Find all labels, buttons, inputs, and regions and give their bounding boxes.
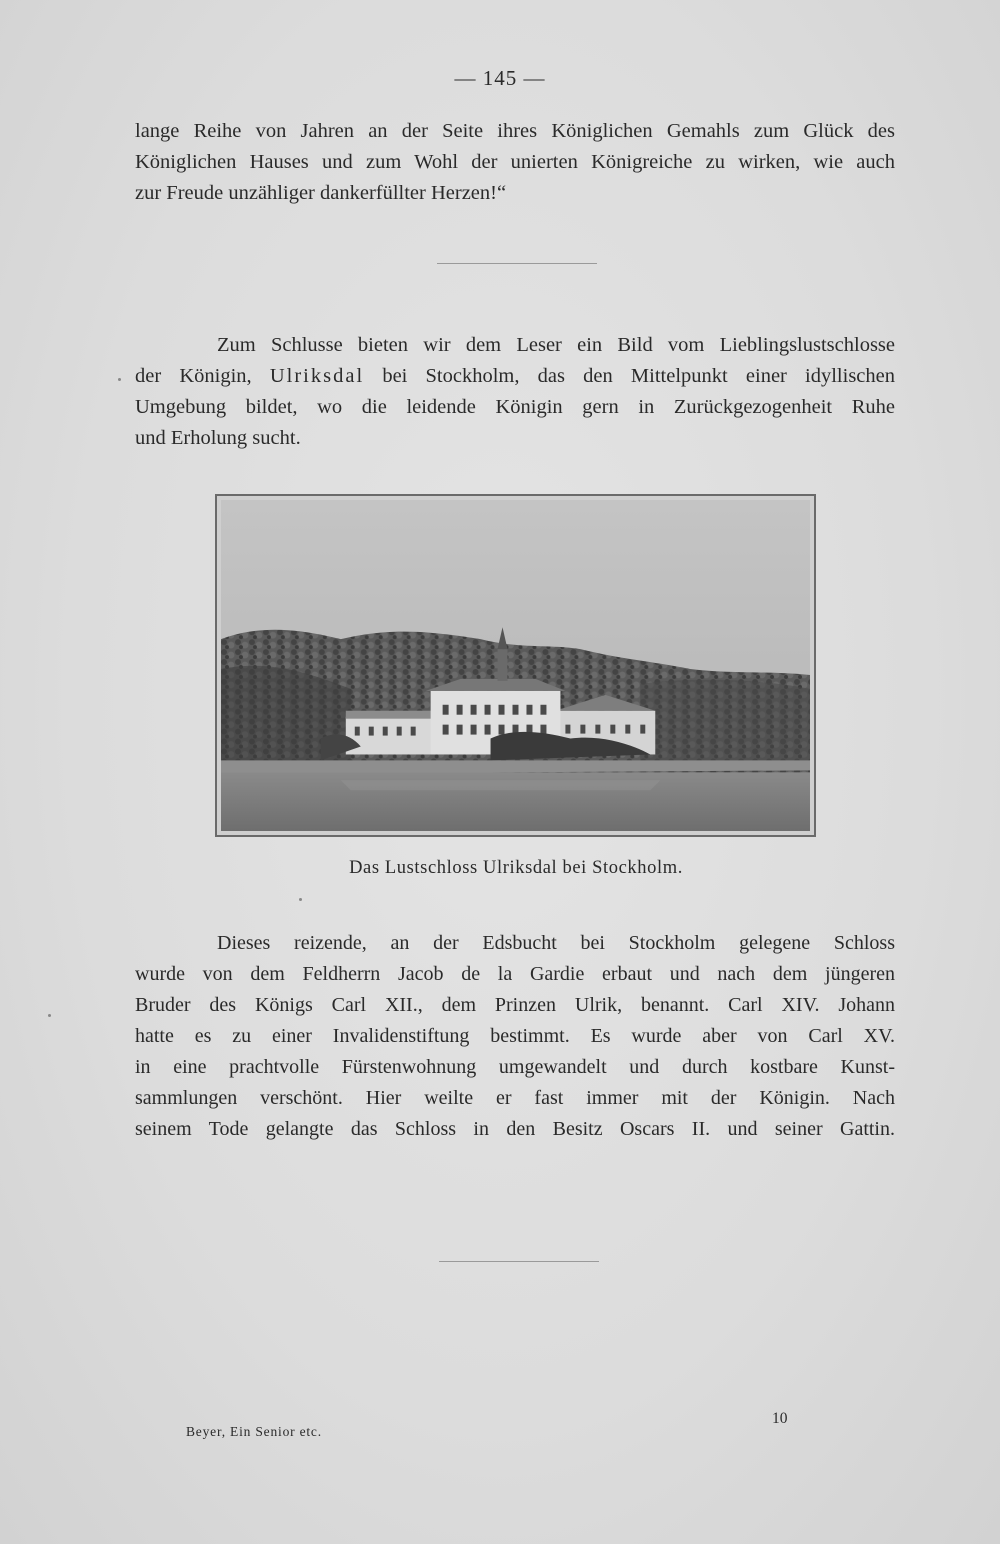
paragraph-1 — [135, 116, 895, 209]
page-number: — 145 — — [454, 66, 546, 90]
footer-signature: Beyer, Ein Senior etc. — [186, 1424, 322, 1439]
paragraph-3-line-7: seinem Tode gelangte das Schloss in den Besitz Oscars II. und seiner Gattin. — [135, 1118, 895, 1140]
paragraph-1-line-1: lange Reihe von Jahren an der Seite ihres Königlichen Gemahls zum Glück des — [135, 120, 895, 142]
paper-speck — [299, 898, 302, 901]
ulriksdal-castle-illustration — [221, 500, 810, 831]
paragraph-2-line-1: Zum Schlusse bieten wir dem Leser ein Bild vom Lieblingslustschlosse — [217, 334, 895, 356]
castle-photograph — [215, 494, 816, 837]
paragraph-3-line-6: sammlungen verschönt. Hier weilte er fast immer mit der Königin. Nach — [135, 1087, 895, 1109]
paper-speck — [118, 378, 121, 381]
paragraph-1-line-3: zur Freude unzähliger dankerfüllter Herzen!“ — [135, 182, 507, 204]
paragraph-2-line-3: Umgebung bildet, wo die leidende Königin gern in Zurückgezogenheit Ruhe — [135, 396, 895, 418]
footer-sheet-number: 10 — [772, 1410, 788, 1427]
paragraph-2-line-2 — [135, 361, 895, 392]
paragraph-3-line-1: Dieses reizende, an der Edsbucht bei Stockholm gelegene Schloss — [217, 932, 895, 954]
paragraph-2-line-2-post: bei Stockholm, das den Mittelpunkt einer idyllischen — [382, 365, 895, 387]
paragraph-3-line-3: Bruder des Königs Carl XII., dem Prinzen Ulrik, benannt. Carl XIV. Johann — [135, 994, 895, 1016]
paragraph-1-line-2: Königlichen Hauses und zum Wohl der unierten Königreiche zu wirken, wie auch — [135, 151, 895, 173]
section-divider-bottom — [439, 1261, 599, 1262]
paragraph-2 — [135, 330, 895, 454]
paragraph-3-line-4: hatte es zu einer Invalidenstiftung bestimmt. Es wurde aber von Carl XV. — [135, 1025, 895, 1047]
paper-speck — [48, 1014, 51, 1017]
paragraph-2-line-4: und Erholung sucht. — [135, 427, 301, 449]
paragraph-3-line-5: in eine prachtvolle Fürstenwohnung umgewandelt und durch kostbare Kunst- — [135, 1056, 895, 1078]
place-name-ulriksdal: Ulriksdal — [269, 365, 365, 387]
figure-caption: Das Lustschloss Ulriksdal bei Stockholm. — [349, 858, 683, 878]
section-divider-top — [437, 263, 597, 264]
paragraph-3-line-2: wurde von dem Feldherrn Jacob de la Gardie erbaut und nach dem jüngeren — [135, 963, 895, 985]
paragraph-2-line-2-pre: der Königin, — [135, 365, 252, 387]
paragraph-3 — [135, 928, 895, 1145]
